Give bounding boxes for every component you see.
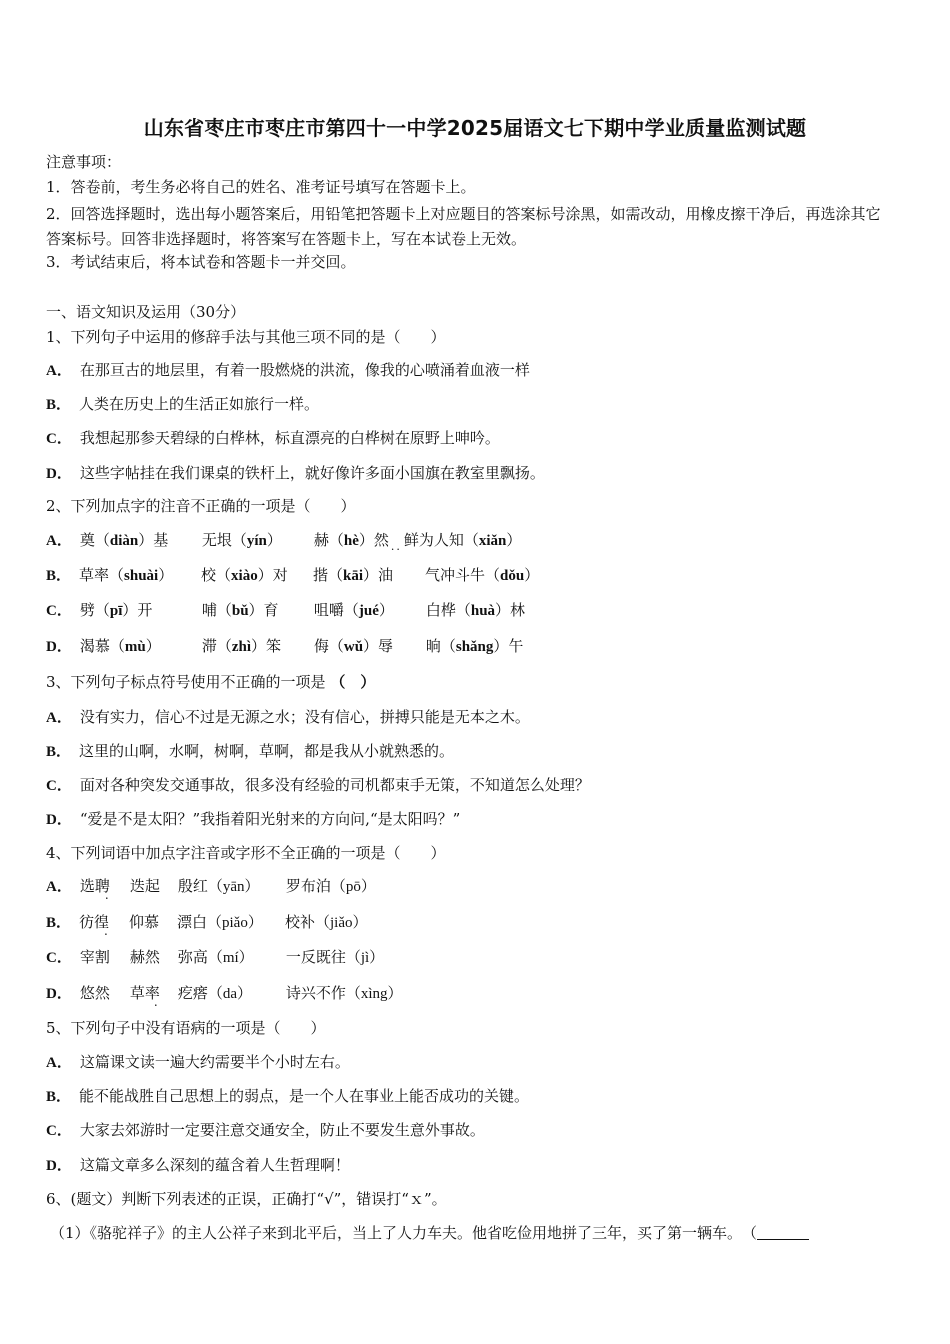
option-letter: C．: [46, 1123, 72, 1139]
option-text: 没有实力，信心不过是无源之水；没有信心，拼搏只能是无本之木。: [79, 708, 530, 726]
q5-option-b: [46, 1086, 529, 1107]
q2-option-a: [46, 530, 521, 557]
option-letter: B．: [46, 744, 72, 760]
option-letter: D．: [46, 812, 72, 828]
word-group-2: 校（xiào）对: [201, 566, 288, 584]
answer-paren: （ ）: [330, 673, 376, 691]
word-3: 殷红（yān）: [177, 879, 260, 895]
word-group-1: 劈（pī）开: [79, 601, 153, 619]
option-letter: A．: [46, 879, 72, 895]
option-letter: C．: [46, 778, 72, 794]
word-group-2: 滞（zhì）笨: [201, 637, 282, 655]
option-letter: B．: [46, 915, 72, 931]
option-letter: C．: [46, 950, 72, 966]
option-letter: D．: [46, 466, 72, 482]
word-group-3: 揩（kāi）油: [313, 566, 394, 584]
word-4: 罗布泊（pō）: [285, 879, 376, 895]
word-1: 选聘: [79, 877, 110, 895]
q3-stem: [46, 672, 375, 692]
q6-stem: 6、(题文）判断下列表述的正误，正确打“√”，错误打“ｘ”。: [46, 1190, 447, 1208]
option-letter: A．: [46, 363, 72, 379]
q2-option-b: [46, 565, 539, 586]
stem-text: 3、下列句子标点符号使用不正确的一项是: [46, 673, 326, 691]
word-group-2: 无垠（yín）: [201, 531, 282, 549]
word-group-3: 赫（hè）然: [313, 531, 389, 549]
q1-option-a: [46, 360, 530, 381]
word-2: 迭起: [129, 877, 160, 895]
notice-heading: 注意事项：: [46, 153, 122, 171]
option-text: 这里的山啊，水啊，树啊，草啊，都是我从小就熟悉的。: [79, 742, 455, 760]
option-letter: A．: [46, 1055, 72, 1071]
option-text: 这篇课文读一遍大约需要半个小时左右。: [79, 1053, 350, 1071]
option-letter: D．: [46, 639, 72, 655]
word-2: 仰慕: [129, 913, 160, 931]
q1-option-b: [46, 394, 319, 415]
word-group-4: 白桦（huà）林: [425, 601, 526, 619]
q1-option-d: [46, 463, 545, 484]
word-3: 疙瘩（da）: [177, 986, 253, 1002]
word-2: 赫然: [129, 948, 160, 966]
option-text: 这篇文章多么深刻的蕴含着人生哲理啊！: [79, 1156, 350, 1174]
option-letter: A．: [46, 710, 72, 726]
option-letter: B．: [46, 397, 72, 413]
q4-option-d: [46, 983, 403, 1004]
q4-stem: 4、下列词语中加点字注音或字形不全正确的一项是（ ）: [46, 844, 446, 862]
word-group-1: 草率（shuài）: [79, 566, 174, 584]
word-group-1: 渴慕（mù）: [79, 637, 161, 655]
q2-stem: 2、下列加点字的注音不正确的一项是（ ）: [46, 497, 356, 515]
q3-option-a: [46, 707, 530, 728]
page-title: 山东省枣庄市枣庄市第四十一中学2025届语文七下期中学业质量监测试题: [143, 116, 807, 140]
option-text: 大家去郊游时一定要注意交通安全，防止不要发生意外事故。: [79, 1121, 485, 1139]
notice-item-3: 3．考试结束后，将本试卷和答题卡一并交回。: [46, 253, 356, 271]
word-group-1: 奠（diàn）基: [79, 531, 169, 549]
word-group-4: 晌（shǎng）午: [425, 637, 524, 655]
option-letter: C．: [46, 603, 72, 619]
option-letter: C．: [46, 431, 72, 447]
q5-option-d: [46, 1155, 350, 1176]
notice-item-2: 2．回答选择题时，选出每小题答案后，用铅笔把答题卡上对应题目的答案标号涂黑，如需改动，用橡皮擦干净后，再选涂其它答案标号。回答非选择题时，将答案写在答题卡上，写在本试卷上无效。: [46, 205, 881, 248]
option-letter: D．: [46, 1158, 72, 1174]
option-text: 面对各种突发交通事故，很多没有经验的司机都束手无策，不知道怎么处理？: [79, 776, 590, 794]
word-4: 一反既往（jì）: [285, 950, 385, 966]
emphasis-dots: ..: [390, 540, 402, 553]
q2-option-d: [46, 636, 523, 657]
option-letter: A．: [46, 533, 72, 549]
word-group-3: 咀嚼（jué）: [313, 601, 394, 619]
word-group-3: 侮（wǔ）辱: [313, 637, 394, 655]
option-letter: B．: [46, 1089, 72, 1105]
q5-option-a: [46, 1052, 350, 1073]
q3-option-b: [46, 741, 454, 762]
word-4: 校补（jiǎo）: [285, 915, 368, 931]
word-1: 悠然: [79, 984, 110, 1002]
option-text: 能不能战胜自己思想上的弱点，是一个人在事业上能否成功的关键。: [79, 1087, 530, 1105]
word-3: 漂白（piǎo）: [177, 915, 263, 931]
word-4: 诗兴不作（xìng）: [285, 986, 403, 1002]
word-3: 弥高（mí）: [177, 950, 254, 966]
q2-option-c: [46, 600, 525, 621]
answer-blank[interactable]: [757, 1225, 809, 1240]
q4-option-c: [46, 947, 384, 968]
word-group-4: 鲜为人知（xiǎn）: [403, 531, 522, 549]
q5-option-c: [46, 1120, 485, 1141]
option-text: 在那亘古的地层里，有着一股燃烧的洪流，像我的心喷涌着血液一样: [79, 361, 530, 379]
q3-option-d: [46, 809, 460, 830]
section-heading: 一、语文知识及运用（30分）: [46, 303, 246, 321]
option-text: “爱是不是太阳？”我指着阳光射来的方向问,“是太阳吗？”: [79, 810, 461, 828]
word-2: 草率: [129, 984, 160, 1002]
word-group-2: 哺（bǔ）育: [201, 601, 279, 619]
option-text: 我想起那参天碧绿的白桦林，标直漂亮的白桦树在原野上呻吟。: [79, 429, 500, 447]
word-1: 宰割: [79, 948, 110, 966]
word-1: 彷徨: [79, 913, 110, 931]
option-letter: B．: [46, 568, 72, 584]
item-text: （1）《骆驼祥子》的主人公祥子来到北平后，当上了人力车夫。他省吃俭用地拼了三年，买了第一辆车。 （: [50, 1224, 758, 1242]
word-group-4: 气冲斗牛（dǒu）: [425, 566, 540, 584]
q5-stem: 5、下列句子中没有语病的一项是（ ）: [46, 1019, 326, 1037]
option-letter: D．: [46, 986, 72, 1002]
q4-option-a: [46, 876, 376, 897]
q1-stem: 1、下列句子中运用的修辞手法与其他三项不同的是（ ）: [46, 328, 446, 346]
notice-item-1: 1．答卷前，考生务必将自己的姓名、准考证号填写在答题卡上。: [46, 178, 476, 196]
q4-option-b: [46, 912, 368, 933]
option-text: 人类在历史上的生活正如旅行一样。: [79, 395, 320, 413]
option-text: 这些字帖挂在我们课桌的铁杆上，就好像许多面小国旗在教室里飘扬。: [79, 464, 545, 482]
q1-option-c: [46, 428, 500, 449]
q3-option-c: [46, 775, 590, 796]
q6-item-1: [50, 1223, 809, 1243]
